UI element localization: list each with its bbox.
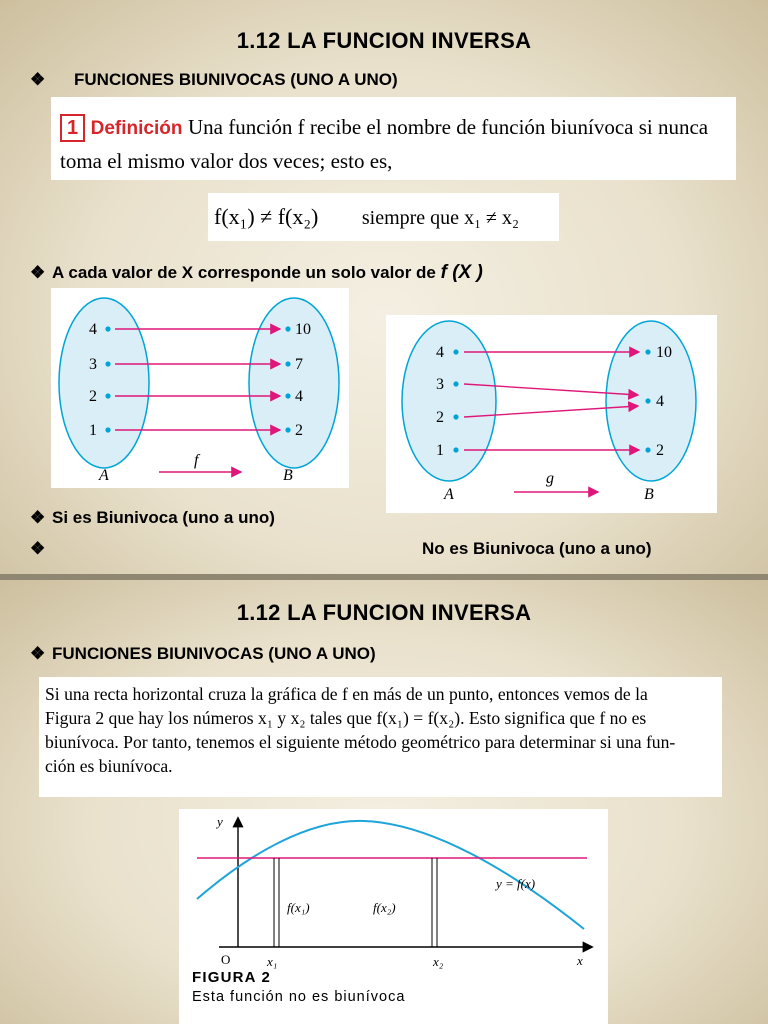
paragraph-line: ción es biunívoca.	[45, 756, 173, 776]
x2-label: x₂	[433, 954, 444, 969]
slide-2-title: 1.12 LA FUNCION INVERSA	[236, 600, 532, 625]
right-label: 7	[295, 356, 303, 373]
point	[105, 393, 110, 398]
diamond-bullet-icon: ❖	[30, 644, 46, 663]
paragraph-line: biunívoca. Por tanto, tenemos el siguiente método geométrico para determinar si una fun-	[45, 732, 676, 752]
point	[453, 447, 458, 452]
curve-label: y = f(x)	[496, 876, 536, 891]
formula-box	[208, 193, 559, 241]
point	[285, 361, 290, 366]
point	[105, 361, 110, 366]
right-label: 4	[295, 388, 303, 405]
bullet-math: f (X )	[440, 262, 483, 283]
set-a-ellipse	[59, 298, 149, 468]
left-label: 2	[436, 409, 444, 426]
right-label: 4	[656, 393, 664, 410]
bullet-cada-valor: ❖ A cada valor de X corresponde un solo valor de f (X )	[30, 262, 483, 283]
bullet-no-es-marker	[30, 539, 52, 559]
formula-right: siempre que x₁ ≠ x₂	[361, 207, 519, 229]
x-axis-label: x	[577, 953, 583, 968]
set-b-ellipse	[249, 298, 339, 468]
figure-box	[179, 809, 608, 1024]
set-b-ellipse	[606, 321, 696, 481]
point	[453, 381, 458, 386]
left-label: 1	[89, 422, 97, 439]
diamond-bullet-icon: ❖	[30, 263, 46, 282]
right-label: 10	[656, 344, 672, 361]
right-label: 10	[295, 321, 311, 338]
bullet-no-es: No es Biunivoca (uno a uno)	[422, 539, 652, 558]
definition-line-2: toma el mismo valor dos veces; esto es,	[60, 149, 393, 173]
left-label: 3	[89, 356, 97, 373]
paragraph-line: Si una recta horizontal cruza la gráfica de f en más de un punto, entonces vemos de la	[45, 684, 648, 704]
formula-left: f(x₁) ≠ f(x₂)	[214, 204, 319, 229]
point	[105, 427, 110, 432]
left-label: 4	[436, 344, 444, 361]
left-label: 1	[436, 442, 444, 459]
diamond-bullet-icon: ❖	[30, 508, 46, 527]
diagram-g-svg	[386, 315, 717, 513]
left-label: 3	[436, 376, 444, 393]
graph-svg	[179, 809, 608, 969]
set-a-ellipse	[402, 321, 496, 481]
function-label: f	[194, 452, 199, 469]
set-a-label: A	[444, 486, 454, 503]
bullet-si-es: ❖ Si es Biunivoca (uno a uno)	[30, 508, 275, 527]
fx1-label: f(x₁)	[287, 900, 310, 915]
x1-label: x₁	[267, 954, 278, 969]
slide-1-title: 1.12 LA FUNCION INVERSA	[236, 28, 532, 53]
point	[453, 349, 458, 354]
figure-title: FIGURA 2	[192, 969, 272, 986]
point	[285, 393, 290, 398]
set-b-label: B	[283, 467, 293, 484]
y-axis-label: y	[217, 814, 223, 829]
left-label: 2	[89, 388, 97, 405]
point	[645, 349, 650, 354]
paragraph-line: Figura 2 que hay los números x₁ y x₂ tales que f(x₁) = f(x₂). Esto significa que f no es	[45, 708, 647, 728]
point	[285, 326, 290, 331]
bullet-funciones: ❖ FUNCIONES BIUNIVOCAS (UNO A UNO)	[30, 70, 398, 89]
diagram-f-svg	[51, 288, 349, 488]
paragraph-box	[39, 677, 722, 797]
definition-box	[51, 97, 736, 180]
right-label: 2	[295, 422, 303, 439]
definition-line-1: Una función f recibe el nombre de función biunívoca si nunca	[187, 115, 709, 139]
diagram-f	[51, 288, 349, 488]
definition-label: Definición	[90, 118, 183, 139]
right-label: 2	[656, 442, 664, 459]
set-a-label: A	[99, 467, 109, 484]
point	[645, 398, 650, 403]
origin-label: O	[221, 952, 231, 967]
diamond-bullet-icon: ❖	[30, 539, 46, 558]
diagram-g	[386, 315, 717, 513]
point	[645, 447, 650, 452]
left-label: 4	[89, 321, 97, 338]
point	[105, 326, 110, 331]
bullet-funciones-2: ❖ FUNCIONES BIUNIVOCAS (UNO A UNO)	[30, 644, 376, 663]
fx2-label: f(x₂)	[373, 900, 396, 915]
figure-caption: Esta función no es biunívoca	[192, 989, 406, 1005]
point	[285, 427, 290, 432]
function-label: g	[546, 470, 554, 487]
definition-number: 1	[60, 114, 85, 142]
set-b-label: B	[644, 486, 654, 503]
diamond-bullet-icon: ❖	[30, 70, 46, 89]
point	[453, 414, 458, 419]
slide-2	[0, 580, 768, 1024]
